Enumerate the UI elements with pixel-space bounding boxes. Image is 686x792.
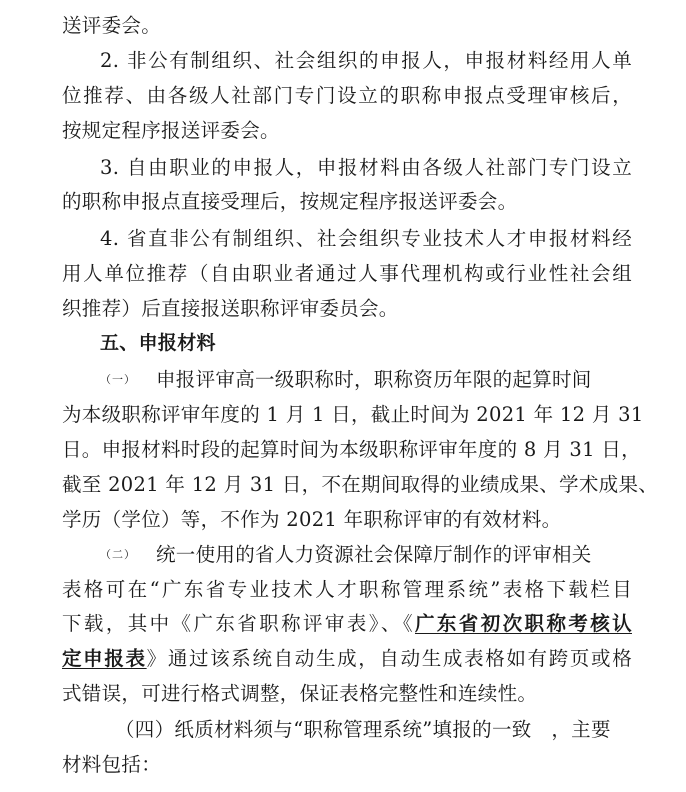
paragraph-line: 为本级职称评审年度的 1 月 1 日，截止时间为 2021 年 12 月 31 [62, 403, 644, 426]
item-2-text: 统一使用的省人力资源社会保障厅制作的评审相关 [156, 543, 592, 566]
item-2-line4-text: 》通过该系统自动生成，自动生成表格如有跨页或格 [146, 647, 633, 670]
form-link-part-2[interactable]: 定申报表 [62, 647, 147, 670]
paragraph-line: 的职称申报点直接受理后，按规定程序报送评委会。 [62, 190, 518, 213]
paragraph-line [62, 612, 632, 636]
item-1-first-line [100, 368, 632, 392]
item-2-line3-text: 下载，其中《广东省职称评审表》、《 [62, 612, 415, 635]
item-1-text: 申报评审高一级职称时，职称资历年限的起算时间 [156, 368, 592, 391]
paragraph-line: 用人单位推荐（自由职业者通过人事代理机构或行业性社会组 [62, 262, 632, 285]
paragraph-line: 2. 非公有制组织、社会组织的申报人，申报材料经用人单 [100, 49, 632, 72]
item-1-label: （一） [100, 373, 136, 386]
paragraph-line: 截至 2021 年 12 月 31 日，不在期间取得的业绩成果、学术成果、 [62, 473, 659, 496]
item-2-label: （二） [100, 548, 136, 561]
paragraph-line: 材料包括： [62, 753, 162, 776]
item-2-first-line [100, 543, 632, 567]
paragraph-line: 表格可在“广东省专业技术人才职称管理系统”表格下载栏目 [62, 578, 632, 601]
paragraph-line: 按规定程序报送评委会。 [62, 119, 280, 142]
form-link-part-1[interactable]: 广东省初次职称考核认 [414, 612, 632, 635]
paragraph-line: 4. 省直非公有制组织、社会组织专业技术人才申报材料经 [100, 227, 632, 250]
paragraph-line: 织推荐）后直接报送职称评审委员会。 [62, 297, 399, 320]
section-heading: 五、申报材料 [100, 332, 216, 354]
paragraph-line: 送评委会。 [62, 14, 162, 37]
paragraph-line: 日。申报材料时段的起算时间为本级职称评审年度的 8 月 31 日， [62, 438, 641, 461]
paragraph-line [62, 647, 632, 671]
paragraph-line: 学历（学位）等，不作为 2021 年职称评审的有效材料。 [62, 508, 562, 531]
paragraph-line: 式错误，可进行格式调整，保证表格完整性和连续性。 [62, 682, 538, 705]
paragraph-line: 位推荐、由各级人社部门专门设立的职称申报点受理审核后， [62, 84, 632, 107]
item-4-first-line: （四）纸质材料须与“职称管理系统”填报的一致 ，主要 [115, 718, 611, 741]
paragraph-line: 3. 自由职业的申报人，申报材料由各级人社部门专门设立 [100, 156, 632, 179]
